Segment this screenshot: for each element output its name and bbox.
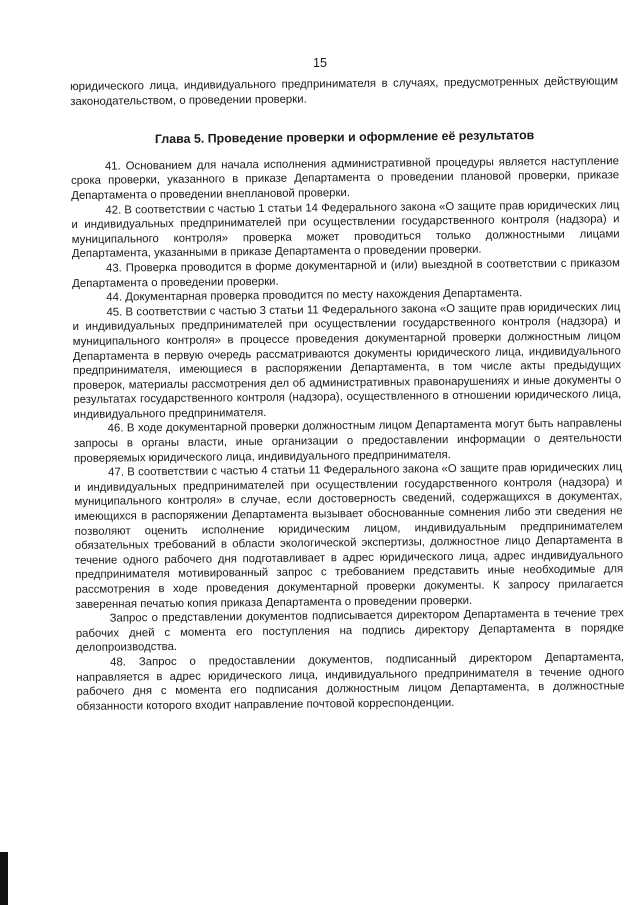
paragraph-45: 45. В соответствии с частью 3 статьи 11 Федерального закона «О защите прав юридических лиц и индивидуальных предпринимателей при осуществлении государственного контроля (надзора) и муниципального контроля» в процессе проведения документарной проверки должностным лицом Департамента в первую очередь рассматриваются документы юридического лица, индивидуального предпринимателя, имеющиеся в распоряжении Департамента, в том числе акты предыдущих проверок, материалы рассмотрения дел об административных правонарушениях и иные документы о результатах государственного контроля (надзора), осуществленного в отношении юридического лица, индивидуального предпринимателя.	[72, 300, 622, 421]
paragraph-48: 48. Запрос о предоставлении документов, подписанный директором Департамента, направляется в адрес юридического лица, индивидуального предпринимателя в течение одного рабочего дня с момента его подписания должностным лицом Департамента, в должностные обязанности которого входит направление почтовой корреспонденции.	[76, 651, 625, 713]
paragraph-41: 41. Основанием для начала исполнения административной процедуры является наступление срока проверки, указанного в приказе Департамента о проведении плановой проверки, приказе Департамента о проведении внеплановой проверки.	[70, 155, 620, 202]
paragraph-42: 42. В соответствии с частью 1 статьи 14 Федерального закона «О защите прав юридических лиц и индивидуальных предпринимателей при осуществлении государственного контроля (надзора) и муниципального контроля» проверка может проводиться только должностными лицами Департамента, указанными в приказе Департамента о проведении проверки.	[71, 198, 620, 261]
paragraph-47: 47. В соответствии с частью 4 статьи 11 Федерального закона «О защите прав юридических лиц и индивидуальных предпринимателей при осуществлении государственного контроля (надзора) и муниципального контроля» в случае, если достоверность сведений, содержащихся в документах, имеющихся в распоряжении Департамента вызывает обоснованные сомнения либо эти сведения не позволяют оценить исполнение юридическим лицом, индивидуальным предпринимателем обязательных требований в области экологической экспертизы, должностное лицо Департамента в течение одного рабочего дня подготавливает в адрес юридического лица, адрес индивидуального предпринимателя мотивированный запрос с требованием представить иные необходимые для рассмотрения в ходе проведения документарной проверки документы. К запросу прилагается заверенная печатью копия приказа Департамента о проведении проверки.	[74, 461, 624, 611]
document-body	[70, 74, 625, 714]
chapter-title: Глава 5. Проведение проверки и оформление её результатов	[154, 128, 535, 147]
scan-edge-mark	[0, 852, 8, 905]
paragraph-continuation: юридического лица, индивидуального предпринимателя в случаях, предусмотренных действующим законодательством, о проведении проверки.	[70, 75, 619, 108]
paragraph-47-request: Запрос о представлении документов подписывается директором Департамента в течение трех рабочих дней с момента его поступления на подпись директору Департамента в порядке делопроизводства.	[75, 607, 624, 655]
paragraph-43: 43. Проверка проводится в форме документарной и (или) выездной в соответствии с приказом Департамента о проведении проверки.	[72, 257, 621, 290]
paragraph-46: 46. В ходе документарной проверки должностным лицом Департамента могут быть направлены запросы в органы власти, иные организации о предоставлении информации о деятельности проверяемых юридического лица, индивидуального предпринимателя.	[73, 417, 622, 465]
paragraph-44: 44. Документарная проверка проводится по месту нахождения Департамента.	[106, 287, 523, 304]
page-number: 15	[313, 56, 327, 70]
